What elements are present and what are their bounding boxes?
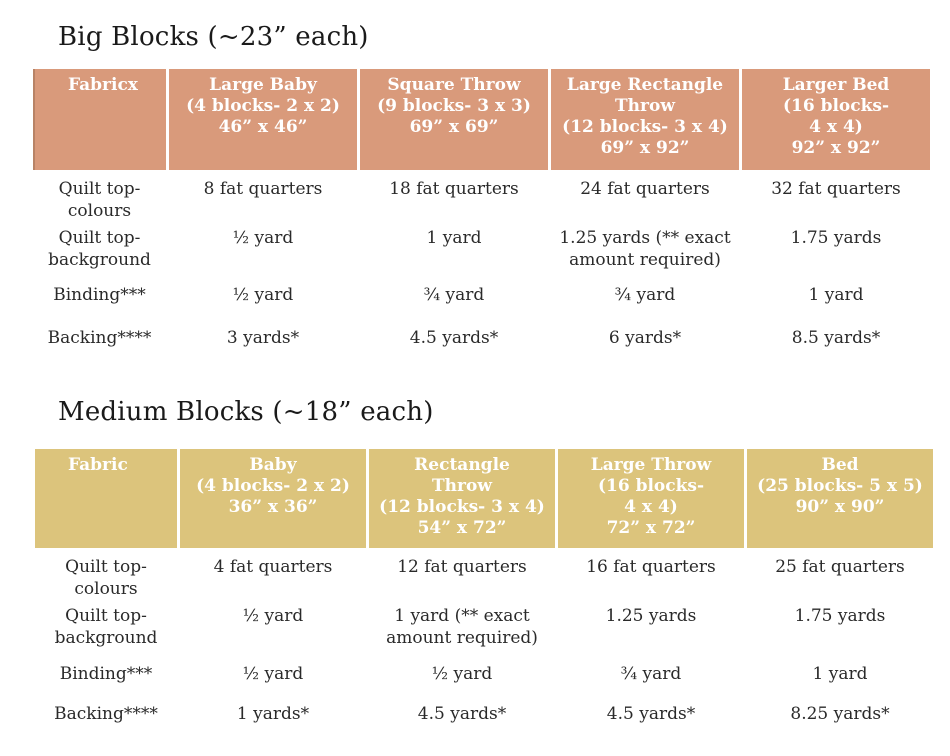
table-cell: ½ yard [232, 228, 294, 248]
table-cell: 1.25 yards (** exact amount required) [559, 228, 731, 270]
table-cell: ¾ yard [423, 285, 485, 305]
table-cell: ¾ yard [614, 285, 676, 305]
table-cell: 12 fat quarters [397, 557, 527, 577]
row-label: Quilt top- background [48, 228, 151, 270]
column-header-size: Bed (25 blocks- 5 x 5) 90” x 90” [747, 449, 933, 548]
column-header-size: Baby (4 blocks- 2 x 2) 36” x 36” [180, 449, 366, 548]
table-cell: 4.5 yards* [409, 328, 499, 348]
table-cell: ¾ yard [620, 664, 682, 684]
table-row [33, 170, 930, 227]
table-row [35, 703, 933, 733]
table-row [35, 605, 933, 663]
big-blocks-table [30, 69, 933, 357]
table-row [33, 327, 930, 357]
table-cell: 25 fat quarters [775, 557, 905, 577]
column-header-size: Larger Bed (16 blocks- 4 x 4) 92” x 92” [742, 69, 930, 170]
row-label: Quilt top- colours [58, 179, 141, 221]
column-header-size: Rectangle Throw (12 blocks- 3 x 4) 54” x 72” [369, 449, 555, 548]
table-row [35, 548, 933, 605]
table-cell: ½ yard [232, 285, 294, 305]
medium-blocks-title: Medium Blocks (~18” each) [58, 397, 434, 427]
table-cell: ½ yard [242, 664, 304, 684]
table-row [33, 284, 930, 327]
column-header-size: Square Throw (9 blocks- 3 x 3) 69” x 69” [360, 69, 548, 170]
table-row [35, 663, 933, 703]
table-cell: 1 yard [812, 664, 868, 684]
table-cell: 1 yard [808, 285, 864, 305]
table-cell: 8.5 yards* [791, 328, 881, 348]
table-cell: 16 fat quarters [586, 557, 716, 577]
row-label: Quilt top- colours [65, 557, 147, 599]
table-row [33, 227, 930, 284]
row-label: Backing**** [47, 328, 152, 348]
table-cell: 1 yards* [236, 704, 310, 724]
column-header-fabric: Fabricx [33, 69, 166, 170]
column-header-fabric: Fabric [35, 449, 177, 548]
column-header-size: Large Rectangle Throw (12 blocks- 3 x 4) 69” x 92” [551, 69, 739, 170]
table-cell: 4 fat quarters [213, 557, 333, 577]
table-cell: 1.75 yards [790, 228, 882, 248]
table-cell: 4.5 yards* [606, 704, 696, 724]
table-cell: ½ yard [242, 606, 304, 626]
table-header-row [35, 449, 933, 548]
column-header-size: Large Baby (4 blocks- 2 x 2) 46” x 46” [169, 69, 357, 170]
column-header-size: Large Throw (16 blocks- 4 x 4) 72” x 72” [558, 449, 744, 548]
row-label: Quilt top- background [54, 606, 158, 648]
table-cell: 1 yard (** exact amount required) [386, 606, 538, 648]
table-cell: 8.25 yards* [790, 704, 890, 724]
medium-blocks-table [32, 449, 936, 733]
table-cell: 6 yards* [608, 328, 682, 348]
table-cell: 32 fat quarters [771, 179, 901, 199]
table-cell: 1.25 yards [605, 606, 697, 626]
table-cell: 1.75 yards [794, 606, 886, 626]
table-cell: 24 fat quarters [580, 179, 710, 199]
big-blocks-title: Big Blocks (~23” each) [58, 22, 369, 52]
table-cell: 18 fat quarters [389, 179, 519, 199]
table-cell: 8 fat quarters [203, 179, 323, 199]
table-cell: 1 yard [426, 228, 482, 248]
table-header-row [33, 69, 930, 170]
table-cell: 3 yards* [226, 328, 300, 348]
table-cell: ½ yard [431, 664, 493, 684]
table-cell: 4.5 yards* [417, 704, 507, 724]
row-label: Binding*** [53, 285, 146, 305]
row-label: Binding*** [59, 664, 153, 684]
row-label: Backing**** [54, 704, 158, 724]
